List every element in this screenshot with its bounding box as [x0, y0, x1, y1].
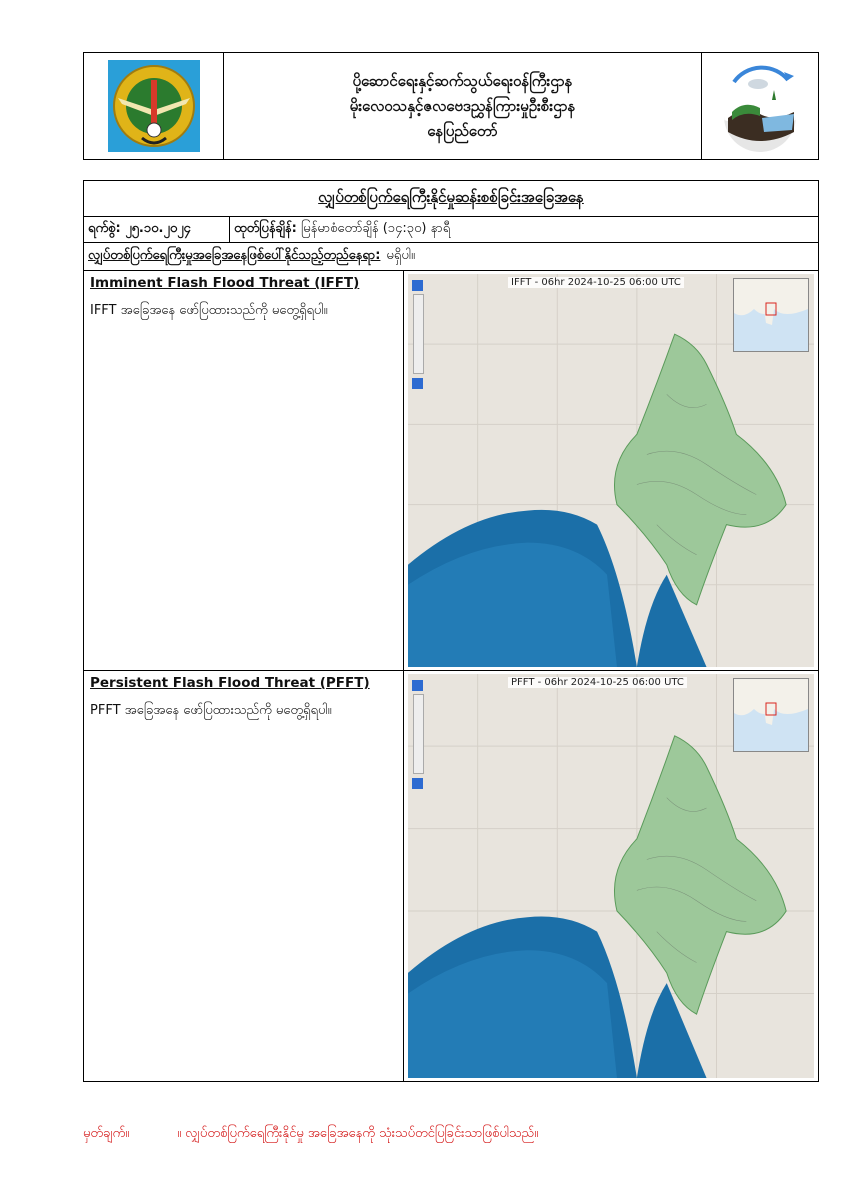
- ministry-name: ပို့ဆောင်ရေးနှင့်ဆက်သွယ်ရေးဝန်ကြီးဌာန: [352, 71, 573, 90]
- ifft-title: Imminent Flash Flood Threat (IFFT): [90, 275, 360, 291]
- pfft-title: Persistent Flash Flood Threat (PFFT): [90, 675, 370, 691]
- ifft-overview-inset[interactable]: [733, 278, 809, 352]
- area-row: [84, 243, 818, 271]
- header-title: [224, 53, 701, 159]
- right-logo-cell: [701, 53, 818, 159]
- area-label: လျှပ်တစ်ပြက်ရေကြီးမှုအခြေအနေဖြစ်ပေါ်နိုင်သည့်တည်နေရာ:: [88, 248, 381, 263]
- department-name: မိုးလေဝသနှင့်ဇလဗေဒညွှန်ကြားမှုဦးစီးဌာန: [349, 96, 576, 115]
- header-box: [83, 52, 819, 160]
- date-row: [84, 217, 818, 243]
- note-text: ။ လျှပ်တစ်ပြက်ရေကြီးနိုင်မှု အခြေအနေကို သုံးသပ်တင်ပြခြင်းသာဖြစ်ပါသည်။: [177, 1126, 539, 1141]
- ifft-text-cell: [84, 271, 404, 670]
- date-cell: [84, 217, 230, 242]
- pfft-text-cell: [84, 671, 404, 1081]
- overview-map-icon: [734, 279, 808, 351]
- report-title: လျှပ်တစ်ပြက်ရေကြီးနိုင်မှုဆန်းစစ်ခြင်းအခြေအနေ: [84, 181, 818, 217]
- zoom-out-button[interactable]: [412, 778, 423, 789]
- left-logo-cell: [84, 53, 224, 159]
- date-label: ရက်စွဲ:: [88, 221, 121, 236]
- note-label: မှတ်ချက်။: [83, 1126, 130, 1141]
- pfft-text: PFFT အခြေအနေ ဖော်ပြထားသည်ကို မတွေ့ရှိရပါ။: [90, 703, 332, 718]
- zoom-in-button[interactable]: [412, 280, 423, 291]
- ifft-text: IFFT အခြေအနေ ဖော်ပြထားသည်ကို မတွေ့ရှိရပါ။: [90, 303, 328, 318]
- zoom-in-button[interactable]: [412, 680, 423, 691]
- pfft-map[interactable]: [408, 674, 814, 1078]
- zoom-slider[interactable]: [413, 294, 424, 374]
- ifft-map-caption: IFFT - 06hr 2024-10-25 06:00 UTC: [508, 277, 684, 288]
- date-value: ၂၅.၁၀.၂၀၂၄: [125, 221, 191, 236]
- pfft-panel: [84, 671, 818, 1081]
- pfft-overview-inset[interactable]: [733, 678, 809, 752]
- ifft-zoom-control[interactable]: [412, 280, 424, 392]
- area-value: မရှိပါ။: [386, 248, 415, 263]
- ifft-panel: [84, 271, 818, 671]
- ifft-map[interactable]: [408, 274, 814, 667]
- department-emblem-icon: [104, 58, 204, 154]
- issue-label: ထုတ်ပြန်ချိန်:: [234, 221, 297, 236]
- issue-time: မြန်မာစံတော်ချိန် (၁၄:၃၀) နာရီ: [301, 221, 451, 236]
- issue-cell: [230, 217, 818, 242]
- city-name: နေပြည်တော်: [427, 121, 498, 140]
- pfft-map-cell: [404, 671, 818, 1081]
- footer-note: [83, 1125, 586, 1144]
- pfft-zoom-control[interactable]: [412, 680, 424, 792]
- water-cycle-logo-icon: [714, 60, 806, 152]
- zoom-slider[interactable]: [413, 694, 424, 774]
- pfft-map-caption: PFFT - 06hr 2024-10-25 06:00 UTC: [508, 677, 687, 688]
- report-table: [83, 180, 819, 1082]
- ifft-map-cell: [404, 271, 818, 670]
- overview-map-icon: [734, 679, 808, 751]
- zoom-out-button[interactable]: [412, 378, 423, 389]
